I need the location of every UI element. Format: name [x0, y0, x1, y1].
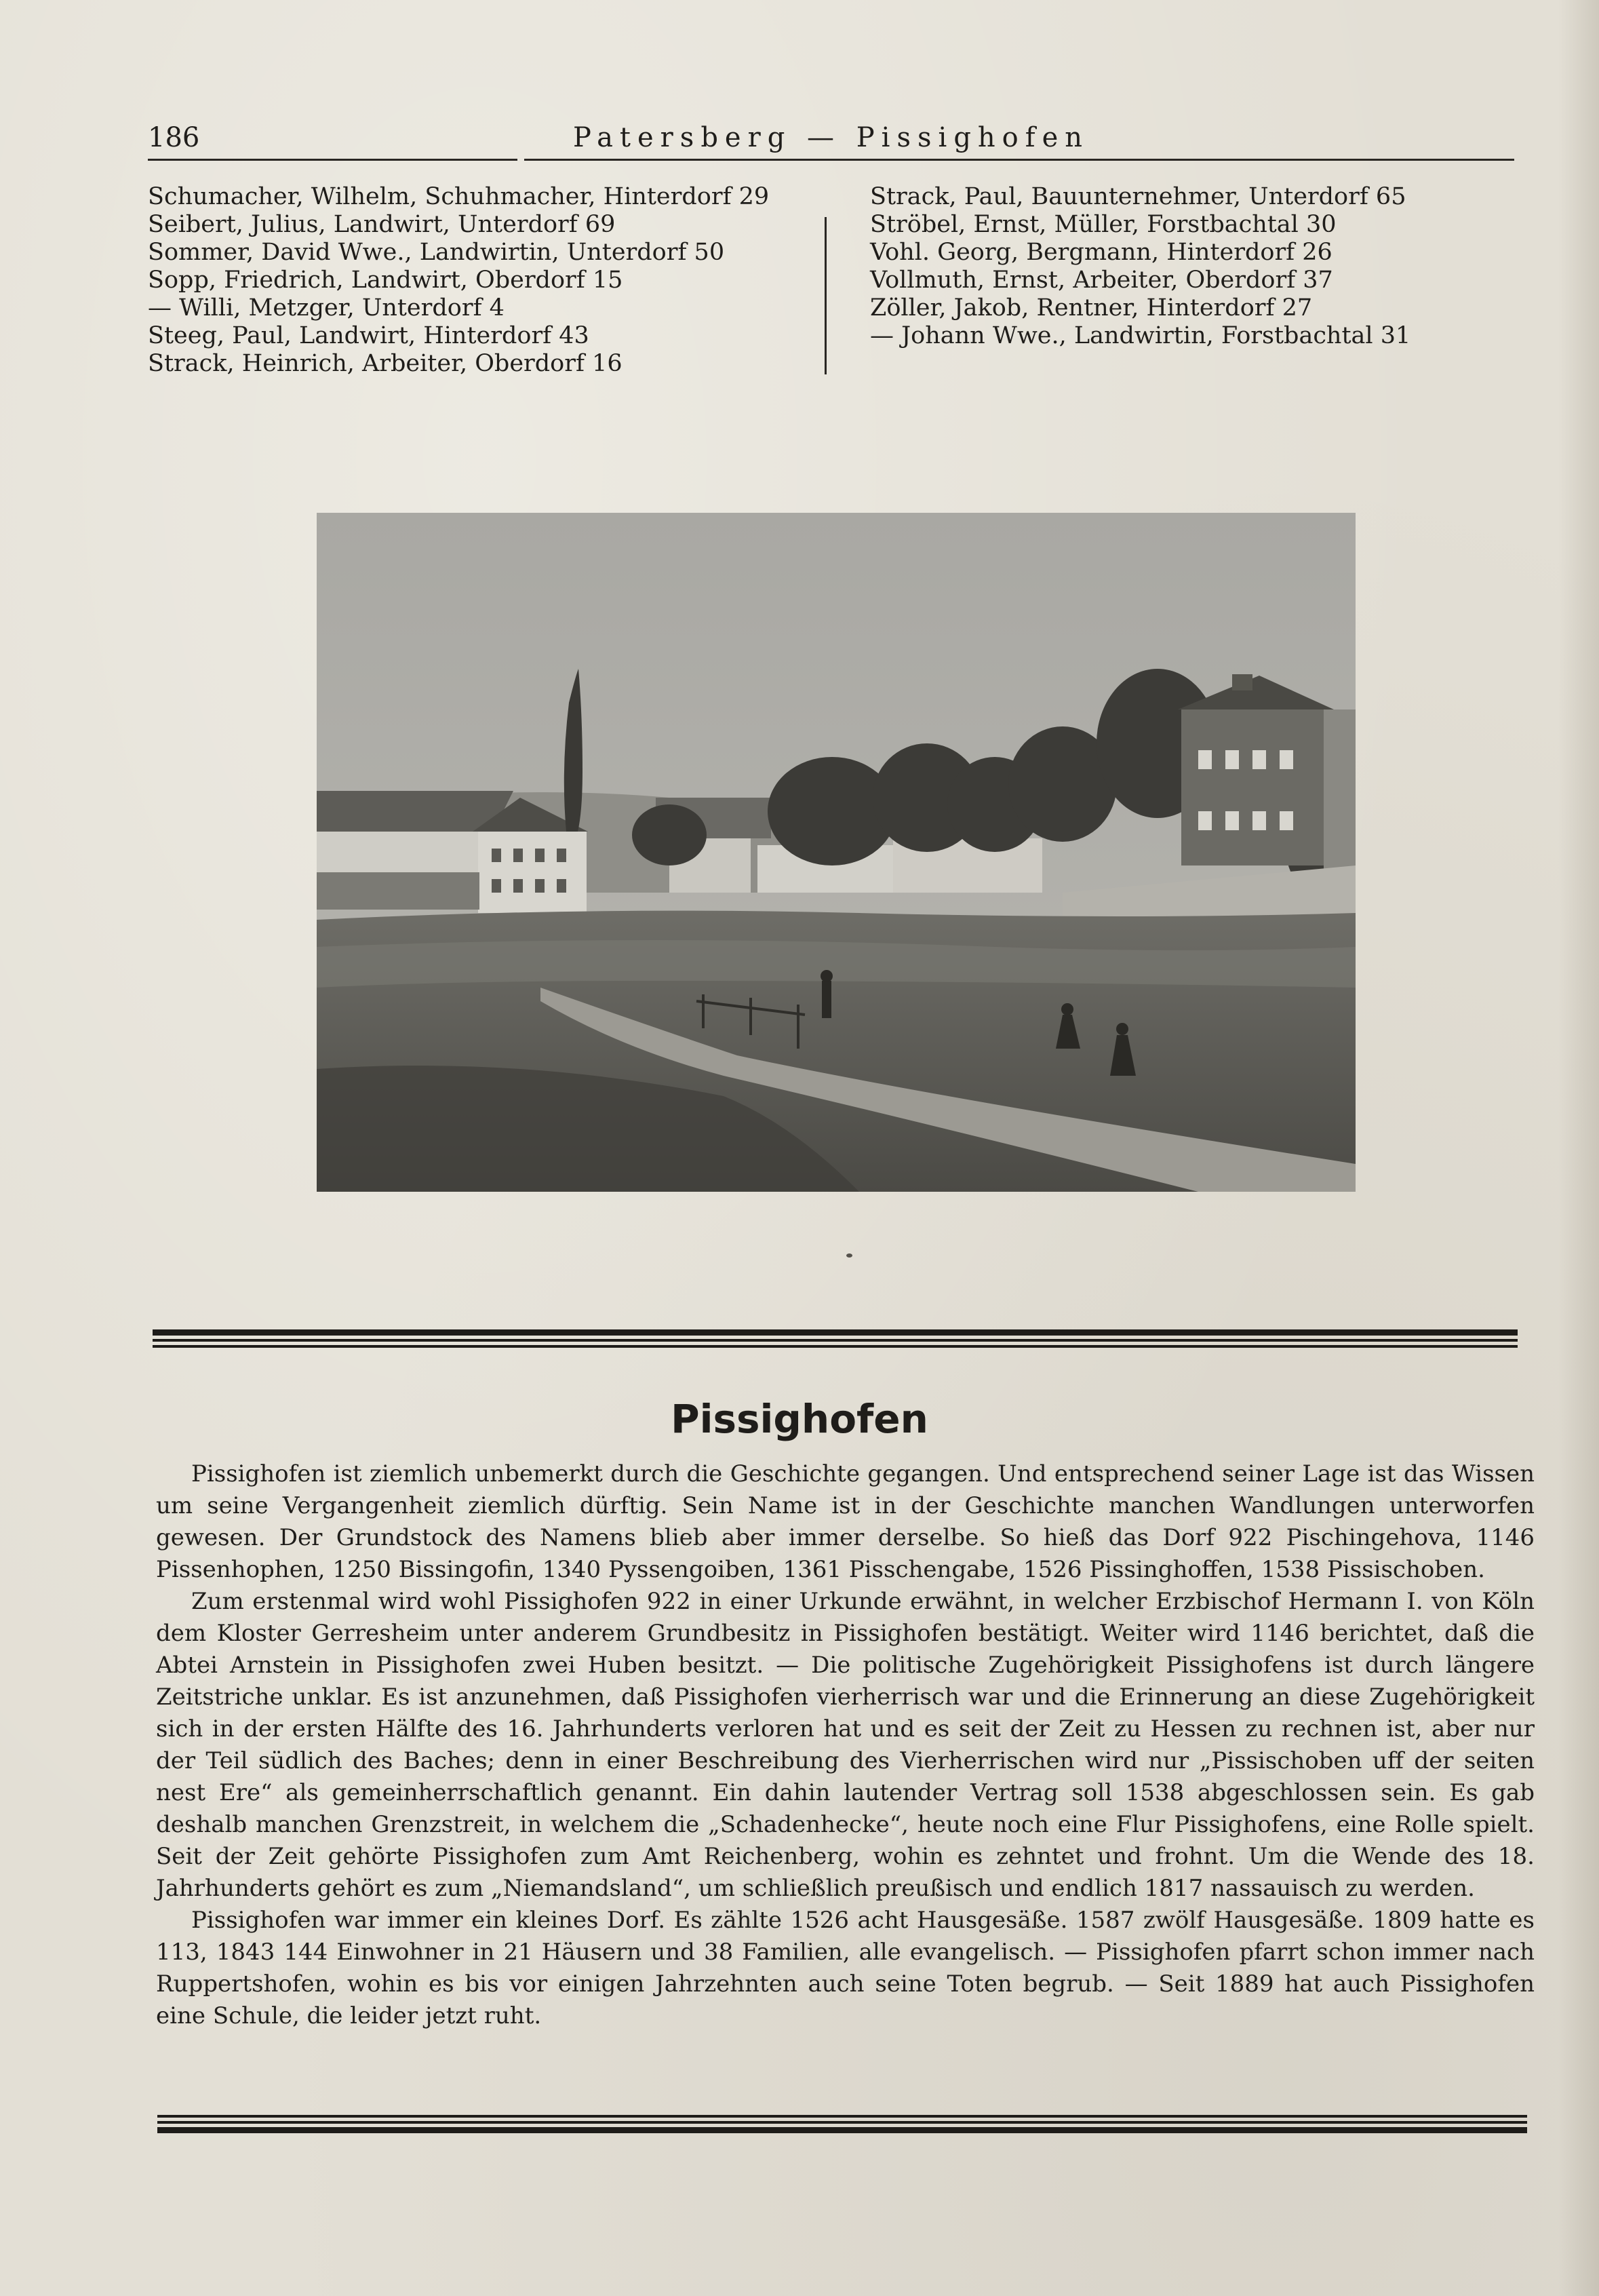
resident-entry: Vohl. Georg, Bergmann, Hinterdorf 26 — [870, 239, 1332, 266]
resident-entry: Steeg, Paul, Landwirt, Hinterdorf 43 — [148, 322, 589, 349]
triple-rule-top — [153, 1329, 1518, 1351]
resident-entry: Schumacher, Wilhelm, Schuhmacher, Hinterdorf 29 — [148, 183, 770, 210]
section-heading: Pissighofen — [671, 1396, 928, 1442]
triple-rule-bottom — [157, 2115, 1527, 2137]
page-edge-shading — [1558, 0, 1599, 2296]
resident-entry: Sommer, David Wwe., Landwirtin, Unterdorf 50 — [148, 239, 725, 266]
resident-entry: Strack, Paul, Bauunternehmer, Unterdorf 65 — [870, 183, 1406, 210]
resident-entry: Strack, Heinrich, Arbeiter, Oberdorf 16 — [148, 350, 623, 377]
village-photograph — [317, 513, 1356, 1192]
paper-speck — [846, 1253, 852, 1258]
header-rule-left — [148, 159, 517, 161]
column-divider — [825, 217, 827, 374]
running-title: Patersberg — Pissighofen — [572, 122, 1090, 153]
header-rule-right — [524, 159, 1514, 161]
resident-entry: Vollmuth, Ernst, Arbeiter, Oberdorf 37 — [870, 267, 1333, 294]
running-head — [148, 121, 1514, 161]
resident-list-left — [148, 183, 769, 378]
resident-entry: Sopp, Friedrich, Landwirt, Oberdorf 15 — [148, 267, 623, 294]
page-number: 186 — [148, 122, 200, 153]
paragraph: Pissighofen ist ziemlich unbemerkt durch die Geschichte gegangen. Und entsprechend seiner Lage ist das Wissen um seine Vergangenheit ziemlich dürftig. Sein Name ist in der Geschichte manchen Wandlungen unterworfen gewesen. Der Grundstock des Namens blieb aber immer derselbe. So hieß das Dorf 922 Pischingehova, 1146 Pissenhophen, 1250 Bissingofin, 1340 Pyssengoiben, 1361 Pisschengabe, 1526 Pissinghoffen, 1538 Pissischoben. — [156, 1460, 1535, 1583]
paragraph: Zum erstenmal wird wohl Pissighofen 922 in einer Urkunde erwähnt, in welcher Erzbischof Hermann I. von Köln dem Kloster Gerresheim unter anderem Grundbesitz in Pissighofen bestätigt. Weiter wird 1146 berichtet, daß die Abtei Arnstein in Pissighofen zwei Huben besitzt. — Die politische Zugehörigkeit Pissighofens ist durch längere Zeitstriche unklar. Es ist anzunehmen, daß Pissighofen vierherrisch war und die Erinnerung an diese Zugehörigkeit sich in der ersten Hälfte des 16. Jahrhunderts verloren hat und es seit der Zeit zu Hessen zu rechnen ist, aber nur der Teil südlich des Baches; denn in einer Beschreibung des Vierherrischen wird nur „Pissischoben uff der seiten nest Ere“ als gemeinherrschaftlich genannt. Ein dahin lautender Vertrag soll 1538 abgeschlossen sein. Es gab deshalb manchen Grenzstreit, in welchem die „Schadenhecke“, heute noch eine Flur Pissighofens, eine Rolle spielt. Seit der Zeit gehörte Pissighofen zum Amt Reichenberg, wohin es zehntet und frohnt. Um die Wende des 18. Jahrhunderts gehört es zum „Niemandsland“, um schließlich preußisch und endlich 1817 nassauisch zu werden. — [156, 1588, 1535, 1902]
paragraph: Pissighofen war immer ein kleines Dorf. Es zählte 1526 acht Hausgesäße. 1587 zwölf Hausgesäße. 1809 hatte es 113, 1843 144 Einwohner in 21 Häusern und 38 Familien, alle evangelisch. — Pissighofen pfarrt schon immer nach Ruppertshofen, wohin es bis vor einigen Jahrzehnten auch seine Toten begrub. — Seit 1889 hat auch Pissighofen eine Schule, die leider jetzt ruht. — [156, 1907, 1535, 2029]
resident-entry: Ströbel, Ernst, Müller, Forstbachtal 30 — [870, 211, 1337, 238]
section-body — [156, 1458, 1535, 2032]
resident-list-right — [870, 183, 1410, 350]
resident-entry: Zöller, Jakob, Rentner, Hinterdorf 27 — [870, 294, 1313, 322]
resident-entry: Seibert, Julius, Landwirt, Unterdorf 69 — [148, 211, 616, 238]
resident-entry: — Willi, Metzger, Unterdorf 4 — [148, 294, 505, 322]
resident-entry: — Johann Wwe., Landwirtin, Forstbachtal 31 — [870, 322, 1411, 349]
